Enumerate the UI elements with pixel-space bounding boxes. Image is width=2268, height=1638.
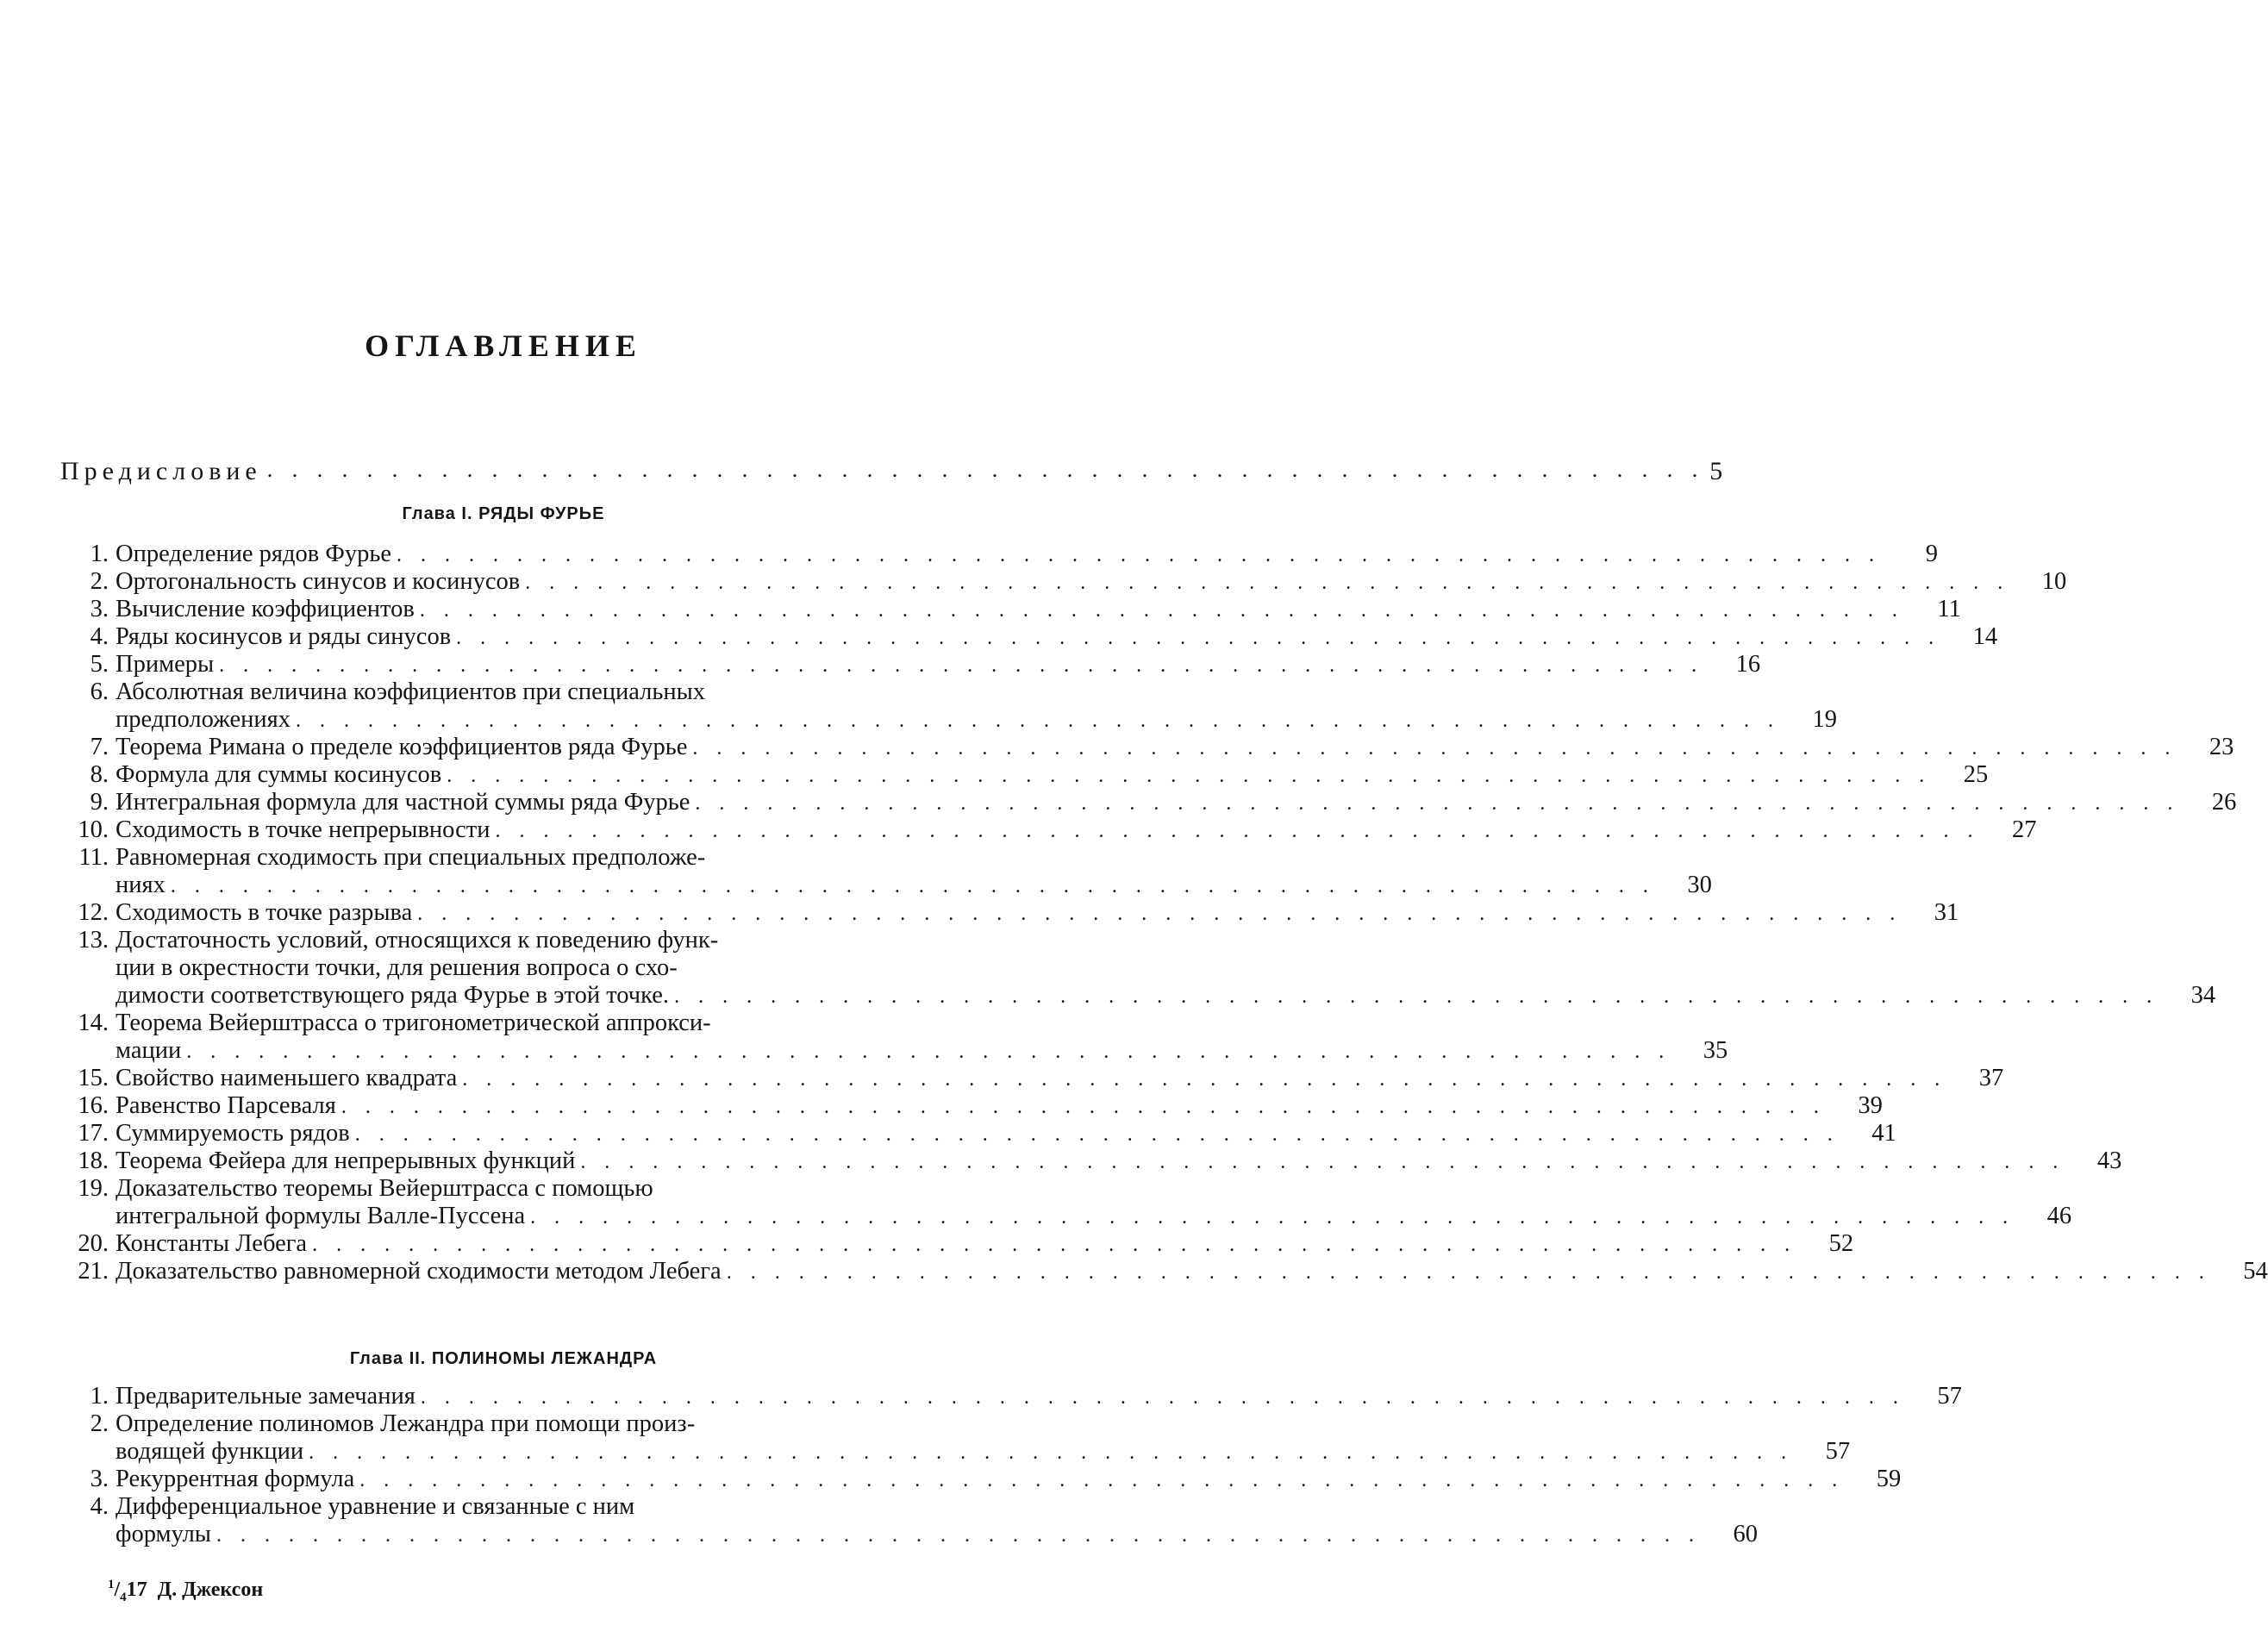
leader-dots: . . . . . . . . . . . . . . . . . . . . . . . . . . . . . . . . . . . . . . . . . . . . . . . . . . . . . . . . . . . . . . (530, 1206, 2015, 1228)
entry-title: Сходимость в точке разрыва (116, 899, 413, 926)
entry-line (116, 1410, 965, 1438)
entry-line (116, 927, 965, 954)
entry-page: 41 (1871, 1120, 1896, 1147)
entry-page: 54 (2243, 1258, 2268, 1285)
toc-entry (60, 1466, 1902, 1493)
entry-body (116, 678, 1837, 734)
leader-dots: . . . . . . . . . . . . . . . . . . . . . . . . . . . . . . . . . . . . . . . . . . . . . . . . . . . . . . . . . . . . . . (354, 1123, 1840, 1146)
entry-line (116, 706, 1837, 734)
entry-line (116, 1438, 1851, 1466)
entry-title: формулы (116, 1521, 211, 1547)
entry-number: 13. (78, 927, 109, 953)
entry-page: 34 (2190, 982, 2216, 1009)
entry-page: 57 (1825, 1438, 1851, 1465)
entry-line (116, 678, 965, 706)
entry-page: 19 (1812, 706, 1837, 733)
entry-body (116, 1120, 1896, 1147)
entry-title: Определение полиномов Лежандра при помощи произ- (116, 1410, 696, 1437)
entry-body (116, 1230, 1854, 1258)
entry-page: 31 (1934, 899, 1959, 926)
toc-entry (60, 651, 1761, 678)
entry-line (116, 651, 1761, 678)
entry-number: 20. (78, 1230, 109, 1257)
entry-line (116, 1521, 1758, 1548)
entry-page: 11 (1937, 596, 1961, 622)
entry-page: 39 (1858, 1092, 1883, 1119)
entry-title: Теорема Вейерштрасса о тригонометрической аппрокси- (116, 1010, 711, 1036)
entry-page: 43 (2096, 1147, 2122, 1174)
entry-number: 16. (78, 1092, 109, 1119)
preface-label: Предисловие (60, 457, 262, 485)
page-title: ОГЛАВЛЕНИЕ (365, 328, 642, 363)
leader-dots: . . . . . . . . . . . . . . . . . . . . . . . . . . . . . . . . . . . . . . . . . . . . . . . . . . . . . . . . . . (266, 457, 1705, 482)
entry-title: Доказательство теоремы Вейерштрасса с помощью (116, 1175, 653, 1202)
entry-number: 4. (90, 1493, 109, 1520)
entry-body (116, 651, 1761, 678)
entry-title: Константы Лебега (116, 1230, 308, 1257)
preface-entry (60, 448, 1723, 486)
entry-line (116, 1037, 1728, 1065)
entry-title: Равномерная сходимость при специальных предположе- (116, 844, 706, 871)
entry-title: Дифференциальное уравнение и связанные с ним (116, 1493, 635, 1520)
entry-body (116, 899, 1959, 927)
leader-dots: . . . . . . . . . . . . . . . . . . . . . . . . . . . . . . . . . . . . . . . . . . . . . . . . . . . . . . . . . . . . . . (296, 710, 1780, 732)
entry-number: 12. (78, 899, 109, 926)
entry-number: 18. (78, 1147, 109, 1174)
entry-title: Равенство Парсеваля (116, 1092, 336, 1119)
entry-title: Интегральная формула для частной суммы ряда Фурье (116, 789, 690, 816)
entry-title: Абсолютная величина коэффициентов при специальных (116, 678, 706, 705)
entry-line (116, 541, 1939, 568)
leader-dots: . . . . . . . . . . . . . . . . . . . . . . . . . . . . . . . . . . . . . . . . . . . . . . . . . . . . . . . . . . . . . . (417, 903, 1902, 925)
entry-body (116, 596, 1961, 623)
entry-line (116, 623, 1998, 651)
entry-number: 3. (90, 596, 109, 622)
signature-author: Д. Джексон (157, 1579, 264, 1601)
entry-line (116, 982, 2216, 1010)
entry-body (116, 1175, 2072, 1230)
leader-dots: . . . . . . . . . . . . . . . . . . . . . . . . . . . . . . . . . . . . . . . . . . . . . . . . . . . . . . . . . . . . . . (359, 1469, 1845, 1491)
toc-entry (60, 1258, 2268, 1285)
toc-entry (60, 789, 2237, 816)
leader-dots: . . . . . . . . . . . . . . . . . . . . . . . . . . . . . . . . . . . . . . . . . . . . . . . . . . . . . . . . . . . . . . (447, 765, 1932, 787)
entry-body (116, 844, 1712, 899)
entry-number: 21. (78, 1258, 109, 1285)
entry-title: Теорема Римана о пределе коэффициентов ряда Фурье (116, 734, 688, 760)
entry-line (116, 1383, 1962, 1410)
toc-entry (60, 1410, 1851, 1466)
entry-page: 14 (1972, 623, 1998, 650)
entry-page: 37 (1978, 1065, 2004, 1091)
entry-body (116, 1092, 1883, 1120)
entry-page: 46 (2046, 1203, 2072, 1229)
toc-entry (60, 1120, 1896, 1147)
entry-title: Ряды косинусов и ряды синусов (116, 623, 452, 650)
entry-title: Формула для суммы косинусов (116, 761, 442, 788)
entry-title: Свойство наименьшего квадрата (116, 1065, 458, 1091)
entry-body (116, 568, 2067, 596)
entry-title: Достаточность условий, относящихся к поведению функ- (116, 927, 719, 953)
entry-line (116, 568, 2067, 596)
toc-entry (60, 596, 1961, 623)
entry-body (116, 761, 1989, 789)
leader-dots: . . . . . . . . . . . . . . . . . . . . . . . . . . . . . . . . . . . . . . . . . . . . . . . . . . . . . . . . . . . . . . (419, 599, 1904, 622)
entry-body (116, 1466, 1902, 1493)
entry-number: 6. (90, 678, 109, 705)
toc-entry (60, 844, 1712, 899)
toc-entry (60, 816, 2037, 844)
signature-fraction-bottom: 4 (120, 1590, 127, 1604)
entry-title: Примеры (116, 651, 215, 678)
toc-entry (60, 927, 2216, 1010)
leader-dots: . . . . . . . . . . . . . . . . . . . . . . . . . . . . . . . . . . . . . . . . . . . . . . . . . . . . . . . . . . . . . . (456, 627, 1941, 649)
entry-line (116, 1493, 965, 1521)
entry-page: 59 (1876, 1466, 1902, 1492)
entry-line (116, 761, 1989, 789)
entry-title: ниях (116, 872, 166, 898)
leader-dots: . . . . . . . . . . . . . . . . . . . . . . . . . . . . . . . . . . . . . . . . . . . . . . . . . . . . . . . . . . . . . . (341, 1096, 1826, 1118)
entry-number: 1. (90, 541, 109, 567)
entry-number: 5. (90, 651, 109, 678)
entry-page: 26 (2211, 789, 2237, 816)
entry-number: 10. (78, 816, 109, 843)
entry-line (116, 816, 2037, 844)
toc-entry (60, 899, 1959, 927)
entry-page: 16 (1735, 651, 1761, 678)
entry-number: 17. (78, 1120, 109, 1147)
entry-line (116, 1092, 1883, 1120)
leader-dots: . . . . . . . . . . . . . . . . . . . . . . . . . . . . . . . . . . . . . . . . . . . . . . . . . . . . . . . . . . . . . . (219, 654, 1704, 677)
entry-line (116, 1466, 1902, 1493)
leader-dots: . . . . . . . . . . . . . . . . . . . . . . . . . . . . . . . . . . . . . . . . . . . . . . . . . . . . . . . . . . . . . . (312, 1234, 1797, 1256)
entry-line (116, 954, 965, 982)
leader-dots: . . . . . . . . . . . . . . . . . . . . . . . . . . . . . . . . . . . . . . . . . . . . . . . . . . . . . . . . . . . . . . (692, 737, 2177, 760)
entry-title: ции в окрестности точки, для решения вопроса о схо- (116, 954, 678, 981)
entry-body (116, 1383, 1962, 1410)
entry-body (116, 1010, 1728, 1065)
entry-number: 19. (78, 1175, 109, 1202)
entry-line (116, 899, 1959, 927)
entry-title: интегральной формулы Валле-Пуссена (116, 1203, 526, 1229)
entry-title: Доказательство равномерной сходимости методом Лебега (116, 1258, 722, 1285)
entry-title: водящей функции (116, 1438, 304, 1465)
entry-body (116, 1147, 2122, 1175)
leader-dots: . . . . . . . . . . . . . . . . . . . . . . . . . . . . . . . . . . . . . . . . . . . . . . . . . . . . . . . . . . . . . . (216, 1524, 1701, 1547)
entry-number: 3. (90, 1466, 109, 1492)
entry-line (116, 734, 2234, 761)
leader-dots: . . . . . . . . . . . . . . . . . . . . . . . . . . . . . . . . . . . . . . . . . . . . . . . . . . . . . . . . . . . . . . (726, 1261, 2211, 1284)
entry-number: 4. (90, 623, 109, 650)
entry-body (116, 623, 1998, 651)
toc-entry (60, 1175, 2072, 1230)
entry-title: предположениях (116, 706, 291, 733)
entry-title: Вычисление коэффициентов (116, 596, 415, 622)
entry-line (116, 1120, 1896, 1147)
entry-title: Сходимость в точке непрерывности (116, 816, 490, 843)
entry-title: мации (116, 1037, 182, 1064)
entry-body (116, 1410, 1851, 1466)
leader-dots: . . . . . . . . . . . . . . . . . . . . . . . . . . . . . . . . . . . . . . . . . . . . . . . . . . . . . . . . . . . . . . (186, 1041, 1671, 1063)
entry-body (116, 1065, 2004, 1092)
entry-page: 10 (2041, 568, 2067, 595)
entry-page: 30 (1687, 872, 1712, 898)
chapter-2-toc (60, 1383, 1962, 1548)
entry-line (116, 872, 1712, 899)
entry-line (116, 1203, 2072, 1230)
entry-body (116, 927, 2216, 1010)
entry-line (116, 1230, 1854, 1258)
leader-dots: . . . . . . . . . . . . . . . . . . . . . . . . . . . . . . . . . . . . . . . . . . . . . . . . . . . . . . . . . . . . . . (695, 792, 2180, 815)
toc-entry (60, 568, 2067, 596)
entry-number: 15. (78, 1065, 109, 1091)
signature-number: 17 (126, 1579, 147, 1601)
chapter-2-heading: Глава II. ПОЛИНОМЫ ЛЕЖАНДРА (349, 1349, 658, 1368)
entry-line (116, 596, 1961, 623)
toc-entry (60, 678, 1837, 734)
toc-entry (60, 623, 1998, 651)
entry-body (116, 541, 1939, 568)
entry-page: 27 (2011, 816, 2037, 843)
entry-page: 25 (1963, 761, 1989, 788)
entry-page: 57 (1937, 1383, 1962, 1410)
entry-page: 60 (1733, 1521, 1758, 1547)
entry-line (116, 789, 2237, 816)
toc-entry (60, 761, 1989, 789)
entry-line (116, 1065, 2004, 1092)
toc-entry (60, 1010, 1728, 1065)
entry-body (116, 1493, 1758, 1548)
leader-dots: . . . . . . . . . . . . . . . . . . . . . . . . . . . . . . . . . . . . . . . . . . . . . . . . . . . . . . . . . . . . . . (525, 572, 2010, 594)
signature-fraction-top: 1 (108, 1578, 115, 1591)
toc-entry (60, 1493, 1758, 1548)
entry-line (116, 844, 965, 872)
leader-dots: . . . . . . . . . . . . . . . . . . . . . . . . . . . . . . . . . . . . . . . . . . . . . . . . . . . . . . . . . . . . . . (674, 985, 2159, 1008)
toc-entry (60, 1230, 1854, 1258)
entry-page: 9 (1925, 541, 1939, 567)
entry-page: 52 (1828, 1230, 1854, 1257)
entry-line (116, 1147, 2122, 1175)
entry-body (116, 789, 2237, 816)
entry-body (116, 1258, 2268, 1285)
entry-page: 23 (2209, 734, 2234, 760)
entry-number: 9. (90, 789, 109, 816)
toc-entry (60, 1065, 2004, 1092)
entry-line (116, 1258, 2268, 1285)
leader-dots: . . . . . . . . . . . . . . . . . . . . . . . . . . . . . . . . . . . . . . . . . . . . . . . . . . . . . . . . . . . . . . (397, 544, 1882, 566)
entry-number: 2. (90, 568, 109, 595)
leader-dots: . . . . . . . . . . . . . . . . . . . . . . . . . . . . . . . . . . . . . . . . . . . . . . . . . . . . . . . . . . . . . . (309, 1441, 1794, 1464)
preface-page: 5 (1709, 457, 1723, 485)
entry-line (116, 1175, 965, 1203)
toc-entry (60, 734, 2234, 761)
entry-title: Теорема Фейера для непрерывных функций (116, 1147, 576, 1174)
entry-number: 8. (90, 761, 109, 788)
leader-dots: . . . . . . . . . . . . . . . . . . . . . . . . . . . . . . . . . . . . . . . . . . . . . . . . . . . . . . . . . . . . . . (495, 820, 1980, 842)
toc-entry (60, 1147, 2122, 1175)
entry-title: Ортогональность синусов и косинусов (116, 568, 521, 595)
leader-dots: . . . . . . . . . . . . . . . . . . . . . . . . . . . . . . . . . . . . . . . . . . . . . . . . . . . . . . . . . . . . . . (580, 1151, 2065, 1173)
toc-entry (60, 1092, 1883, 1120)
entry-page: 35 (1703, 1037, 1728, 1064)
entry-number: 2. (90, 1410, 109, 1437)
toc-entry (60, 1383, 1962, 1410)
chapter-1-heading: Глава I. РЯДЫ ФУРЬЕ (402, 504, 605, 523)
entry-body (116, 816, 2037, 844)
leader-dots: . . . . . . . . . . . . . . . . . . . . . . . . . . . . . . . . . . . . . . . . . . . . . . . . . . . . . . . . . . . . . . (420, 1386, 1905, 1409)
entry-title: Определение рядов Фурье (116, 541, 392, 567)
signature-mark: $^1/_417$ Д. Джексон (108, 1578, 264, 1604)
entry-title: димости соответствующего ряда Фурье в этой точке. (116, 982, 670, 1009)
entry-number: 11. (78, 844, 109, 871)
entry-line (116, 1010, 965, 1037)
entry-number: 14. (78, 1010, 109, 1036)
leader-dots: . . . . . . . . . . . . . . . . . . . . . . . . . . . . . . . . . . . . . . . . . . . . . . . . . . . . . . . . . . . . . . (170, 875, 1655, 897)
toc-entry (60, 541, 1939, 568)
entry-title: Суммируемость рядов (116, 1120, 350, 1147)
entry-title: Рекуррентная формула (116, 1466, 355, 1492)
entry-number: 1. (90, 1383, 109, 1410)
entry-body (116, 734, 2234, 761)
entry-title: Предварительные замечания (116, 1383, 415, 1410)
entry-number: 7. (90, 734, 109, 760)
chapter-1-toc (60, 541, 2268, 1285)
leader-dots: . . . . . . . . . . . . . . . . . . . . . . . . . . . . . . . . . . . . . . . . . . . . . . . . . . . . . . . . . . . . . . (462, 1068, 1947, 1091)
